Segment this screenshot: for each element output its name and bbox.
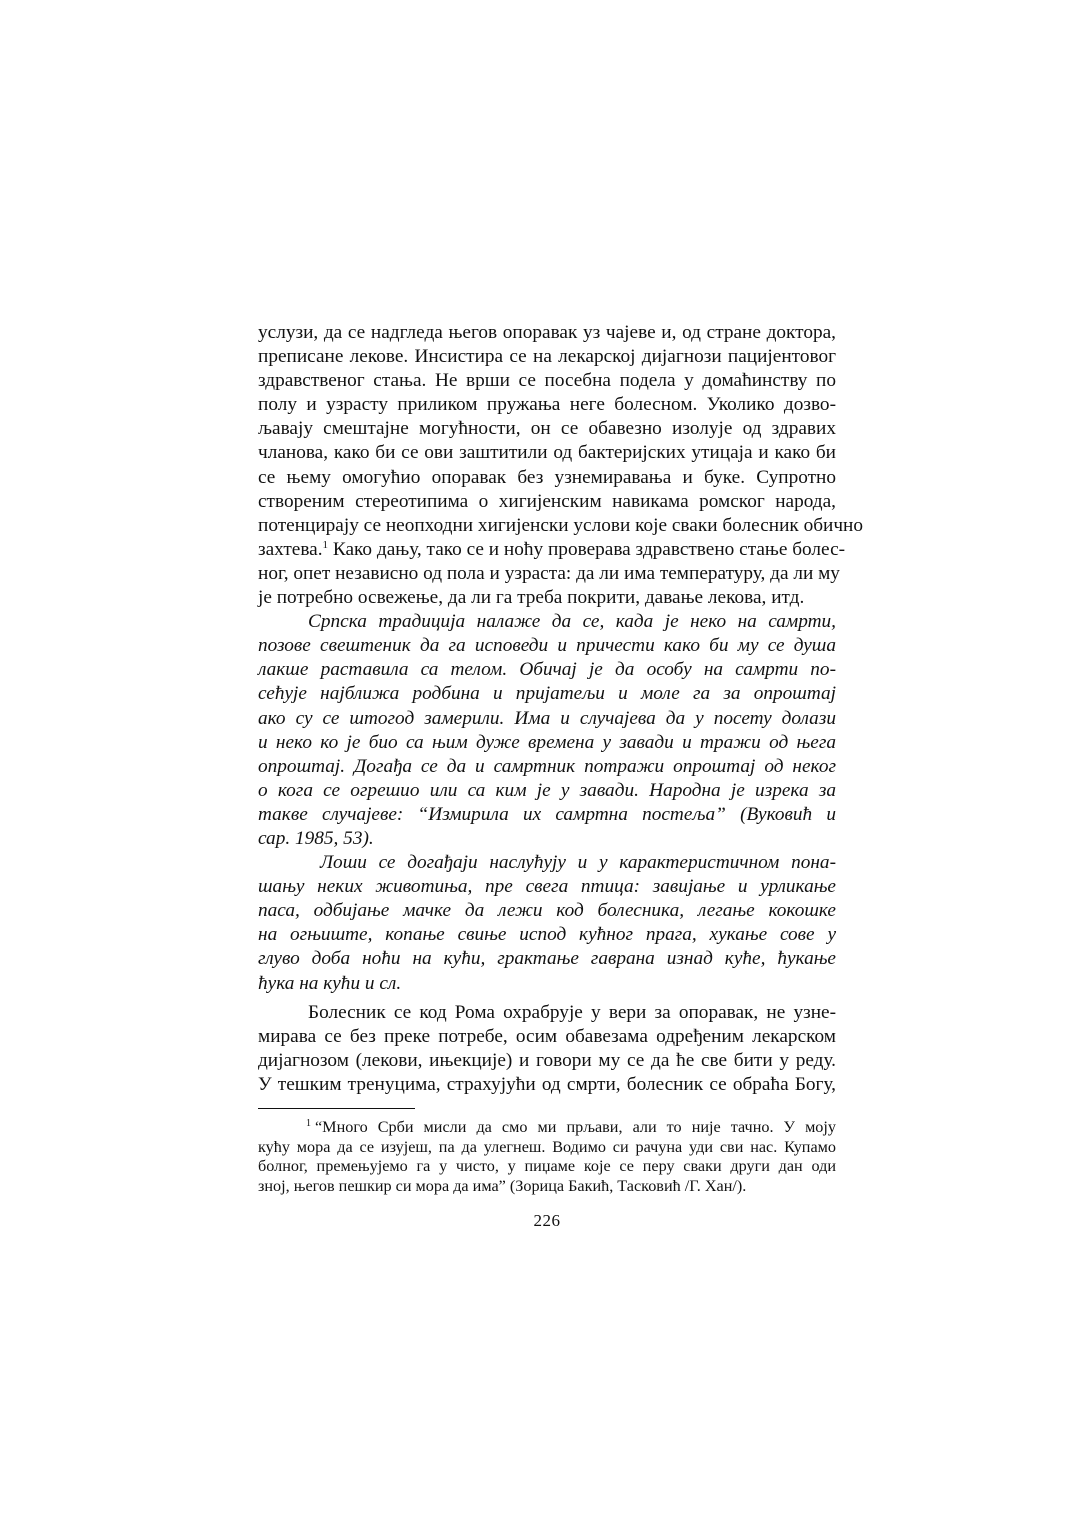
- text-line: љавају смештајне могућности, он се обавезно изолује од здравих: [258, 418, 836, 440]
- text-line: мирава се без преке потребе, осим обавезама одређеним лекарском: [258, 1025, 836, 1047]
- text-line: створеним стереотипима о хигијенским навикама ромског народа,: [258, 490, 836, 512]
- text-segment: Како дању, тако се и ноћу проверава здравствено стање болес-: [328, 538, 846, 560]
- footnote-line: болног, премењујемо га у чисто, у пиџаме које се перу сваки други дан оди: [258, 1157, 836, 1176]
- text-line: ако су се штогод замерили. Има и случајева да у посету долази: [258, 707, 836, 729]
- text-line: шању неких животиња, пре свега птица: завијање и урликање: [258, 876, 836, 898]
- text-line: У тешким тренуцима, страхујући од смрти, болесник се обраћа Богу,: [258, 1073, 836, 1095]
- text-line: чланова, како би се ови заштитили од бактеријских утицаја и како би: [258, 442, 836, 464]
- text-line: такве случајеве: “Измирила их самртна постеља” (Вуковић и: [258, 803, 836, 825]
- text-line: Лоши се догађаји наслућују и у карактеристичном пона-: [320, 852, 836, 874]
- text-line: сећује најближа родбина и пријатељи и моле га за опроштај: [258, 683, 836, 705]
- paragraph-1: [258, 321, 864, 610]
- text-line: је потребно освежење, да ли га треба покрити, давање лекова, итд.: [258, 587, 805, 609]
- text-line: Болесник се код Рома охрабрује у вери за опоравак, не узне-: [308, 1001, 836, 1023]
- text-line: глуво доба ноћи на кући, грактање гаврана изнад куће, ћукање: [258, 948, 836, 970]
- text-line: и неко ко је био са њим дуже времена у завади и тражи од њега: [258, 731, 836, 753]
- text-line: паса, одбијање мачке да лежи код болесника, легање кокошке: [258, 900, 836, 922]
- paragraph-3: [258, 851, 836, 996]
- page-number: 226: [533, 1211, 561, 1231]
- text-line: преписане лекове. Инсистира се на лекарској дијагнози пацијентовог: [258, 346, 836, 368]
- text-line: дијагнозом (лекови, ињекције) и говори му се да ће све бити у реду.: [258, 1049, 836, 1071]
- text-line: потенцирају се неопходни хигијенски услови које сваки болесник обично: [258, 514, 864, 536]
- footnote: [258, 1118, 836, 1196]
- text-line: услузи, да се надгледа његов опоравак уз чајеве и, од стране доктора,: [258, 322, 836, 343]
- footnote-line: зној, његов пешкир си мора да има” (Зорица Бакић, Тасковић /Г. Хан/).: [258, 1176, 747, 1195]
- text-line: Српска традиција налаже да се, када је неко на самрти,: [308, 611, 836, 633]
- text-line: опроштај. Догађа се да и самртник потражи опроштај од неког: [258, 755, 836, 777]
- paragraph-4: [258, 1001, 836, 1097]
- text-line: се њему омогућио опоравак без узнемиравања и буке. Супротно: [258, 466, 836, 488]
- text-line: о кога се огрешио или са ким је у завади. Народна је изрека за: [258, 779, 836, 801]
- footnote-line: [258, 1118, 836, 1138]
- text-segment: “Много Срби мисли да смо ми прљави, али то није тачно. У моју: [315, 1118, 836, 1136]
- footnote-line: кућу мора да се изујеш, па да улегнеш. Водимо си рачуна уди сви нас. Купамо: [258, 1137, 836, 1156]
- text-line: ћука на кући и сл.: [258, 972, 402, 994]
- text-line: позове свештеник да га исповеди и причести како би му се душа: [258, 635, 836, 657]
- footnote-divider: [258, 1108, 415, 1109]
- text-line: полу и узрасту приликом пружања неге болесном. Уколико дозво-: [258, 394, 836, 416]
- main-text: [258, 321, 864, 1097]
- footnote-reference[interactable]: 1: [322, 538, 329, 551]
- text-line: лакше раставила са телом. Обичај је да особу на самрти по-: [258, 659, 836, 681]
- text-line-with-footnote: [258, 538, 846, 562]
- text-segment: захтева.: [258, 538, 323, 560]
- footnote-marker: 1: [306, 1118, 311, 1129]
- text-line: здравственог стања. Не врши се посебна подела у домаћинству по: [258, 370, 836, 392]
- book-page: [258, 321, 864, 1231]
- text-line: сар. 1985, 53).: [258, 827, 374, 849]
- paragraph-2: [258, 610, 836, 851]
- text-line: на огњиште, копање свиње испод кућног прага, хукање сове у: [258, 924, 836, 946]
- text-line: ног, опет независно од пола и узраста: да ли има температуру, да ли му: [258, 562, 840, 584]
